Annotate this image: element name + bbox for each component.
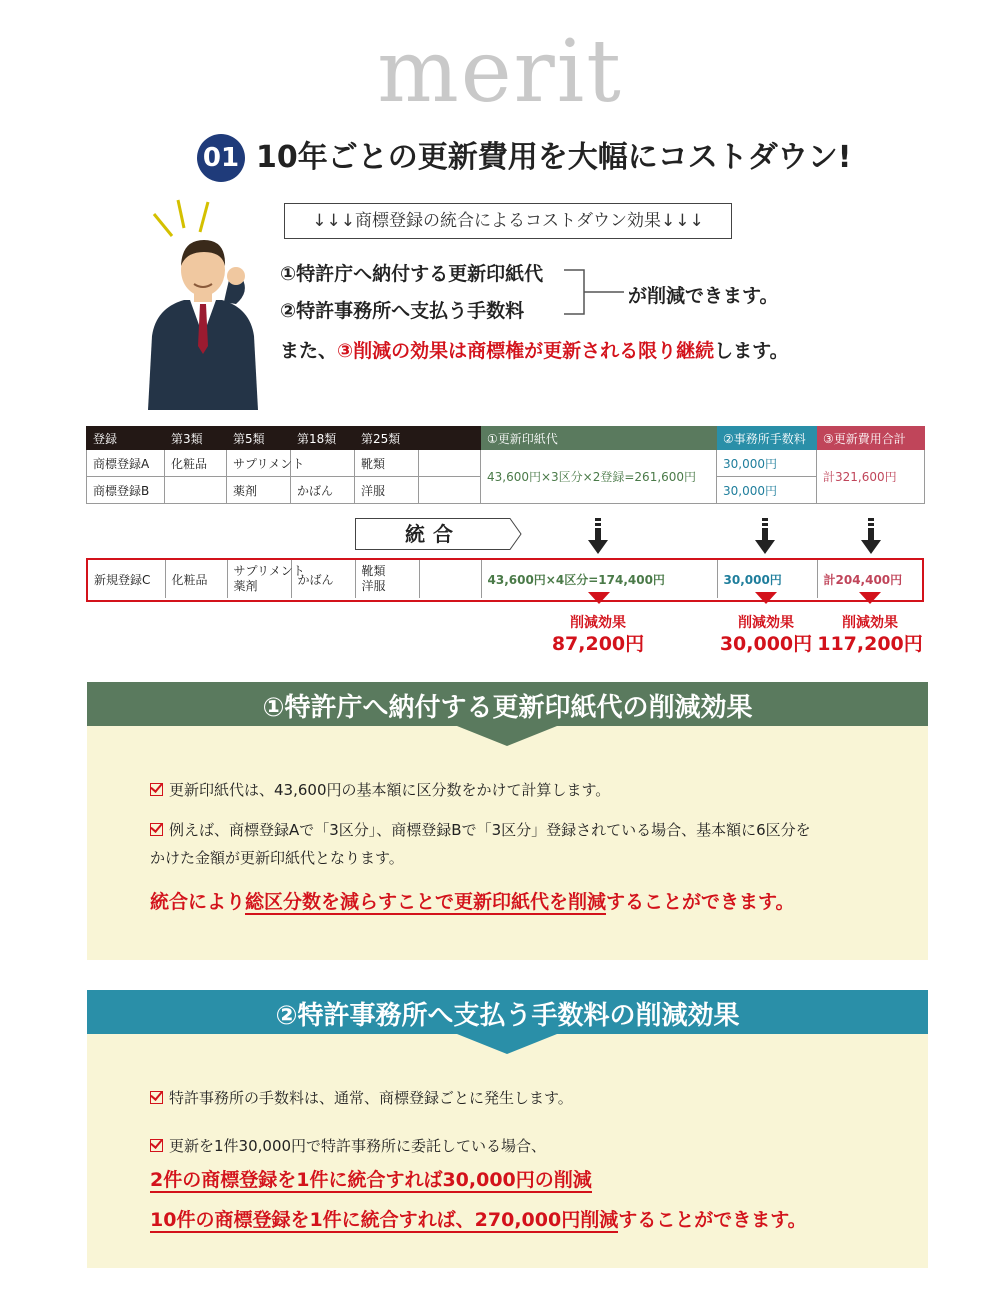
reduce-text: が削減できます。 xyxy=(628,285,779,307)
checkbox-icon xyxy=(150,823,163,836)
table-row xyxy=(88,560,922,598)
emph-text: することができます。 xyxy=(618,1209,807,1231)
note-prefix: また、 xyxy=(280,340,338,362)
header-cell: 第18類 xyxy=(291,427,355,450)
section1-title: ①特許庁へ納付する更新印紙代の削減効果 xyxy=(262,693,753,723)
table-cell: サプリメント xyxy=(227,450,291,477)
item-stamp-fee: ①特許庁へ納付する更新印紙代 xyxy=(280,263,544,285)
down-arrow-icon xyxy=(755,518,775,558)
total-after: 計204,400円 xyxy=(817,560,922,598)
effect-label: 削減効果 xyxy=(738,615,794,631)
header-cell: ①更新印紙代 xyxy=(481,427,717,450)
section1-line1 xyxy=(150,778,610,802)
table-cell xyxy=(419,450,481,477)
table-cell: 化粧品 xyxy=(165,560,227,598)
cell-line: サプリメント xyxy=(233,564,305,578)
red-pointer-icon xyxy=(859,592,881,606)
line-text: 特許事務所の手数料は、通常、商標登録ごとに発生します。 xyxy=(169,1089,573,1107)
merge-label: 統合 xyxy=(355,518,510,550)
effect-label: 削減効果 xyxy=(570,615,626,631)
note-line xyxy=(280,337,789,365)
bracket-lines xyxy=(562,268,626,318)
header-cell: 第25類 xyxy=(355,427,419,450)
table-cell xyxy=(227,560,305,598)
line-text: 更新を1件30,000円で特許事務所に委託している場合、 xyxy=(169,1137,547,1155)
effect-value: 87,200円 xyxy=(551,633,645,655)
table-cell xyxy=(165,477,227,504)
cost-down-effect-box: ↓↓↓商標登録の統合によるコストダウン効果↓↓↓ xyxy=(284,203,732,239)
section1-line2 xyxy=(150,818,811,842)
total-before: 計321,600円 xyxy=(817,450,925,504)
businessman-illustration xyxy=(138,196,278,416)
before-table xyxy=(86,426,925,504)
section2-emphasis1 xyxy=(150,1166,592,1194)
section2-line2 xyxy=(150,1134,546,1158)
cell-line: 洋服 xyxy=(361,579,386,593)
table-cell: 化粧品 xyxy=(165,450,227,477)
header-cell: 第3類 xyxy=(165,427,227,450)
down-arrow-icon xyxy=(588,518,608,558)
line-text: 更新印紙代は、43,600円の基本額に区分数をかけて計算します。 xyxy=(169,781,611,799)
table-cell xyxy=(355,560,419,598)
header-cell xyxy=(419,427,481,450)
table-cell: 洋服 xyxy=(355,477,419,504)
section1-emphasis xyxy=(150,888,795,916)
header-cell: ②事務所手数料 xyxy=(717,427,817,450)
emph-text: することができます。 xyxy=(606,891,795,913)
note-red: ③削減の効果は商標権が更新される限り継続 xyxy=(337,340,715,362)
checkbox-icon xyxy=(150,1091,163,1104)
effect-value: 117,200円 xyxy=(817,633,923,655)
office-fee-after: 30,000円 xyxy=(717,560,817,598)
red-pointer-icon xyxy=(755,592,777,606)
emph-underlined: 10件の商標登録を1件に統合すれば、270,000円削減 xyxy=(150,1209,619,1231)
table-cell: 薬剤 xyxy=(227,477,291,504)
merge-arrow-tip xyxy=(508,518,522,550)
stamp-fee-before: 43,600円×3区分×2登録=261,600円 xyxy=(481,450,717,504)
down-arrow-icon xyxy=(861,518,881,558)
section2-line1 xyxy=(150,1086,573,1110)
table-cell: 靴類 xyxy=(355,450,419,477)
cell-line: 薬剤 xyxy=(233,579,258,593)
header-cell: 登録 xyxy=(87,427,165,450)
merit-title: merit xyxy=(377,22,623,122)
effect-value: 30,000円 xyxy=(719,633,813,655)
after-table xyxy=(88,560,922,598)
section1-line2b: かけた金額が更新印紙代となります。 xyxy=(150,849,404,867)
table-cell xyxy=(419,560,481,598)
section2-title: ②特許事務所へ支払う手数料の削減効果 xyxy=(275,1001,740,1031)
table-cell: かばん xyxy=(291,560,355,598)
red-pointer-icon xyxy=(588,592,610,606)
checkbox-icon xyxy=(150,1139,163,1152)
number-badge: 01 xyxy=(197,134,245,182)
item-office-fee: ②特許事務所へ支払う手数料 xyxy=(280,300,525,322)
emph-text: 統合により xyxy=(150,891,246,913)
section2-emphasis2 xyxy=(150,1206,807,1234)
table-row xyxy=(87,450,925,477)
emph-underlined: 2件の商標登録を1件に統合すれば30,000円の削減 xyxy=(150,1169,592,1191)
header-cell: ③更新費用合計 xyxy=(817,427,925,450)
table-cell xyxy=(419,477,481,504)
headline: 10年ごとの更新費用を大幅にコストダウン! xyxy=(256,140,852,175)
header-cell: 第5類 xyxy=(227,427,291,450)
emph-underlined: 総区分数を減らすことで更新印紙代を削減 xyxy=(245,891,607,913)
stamp-fee-after: 43,600円×4区分=174,400円 xyxy=(481,560,717,598)
office-fee-b: 30,000円 xyxy=(717,477,817,504)
effect-label: 削減効果 xyxy=(842,615,898,631)
table-cell: 商標登録A xyxy=(87,450,165,477)
line-text: 例えば、商標登録Aで「3区分」、商標登録Bで「3区分」登録されている場合、基本額に6区分を xyxy=(169,821,811,839)
note-suffix: します。 xyxy=(714,340,789,362)
table-cell: かばん xyxy=(291,477,355,504)
table-cell: 商標登録B xyxy=(87,477,165,504)
checkbox-icon xyxy=(150,783,163,796)
cell-line: 靴類 xyxy=(361,564,386,578)
office-fee-a: 30,000円 xyxy=(717,450,817,477)
table-header-row xyxy=(87,427,925,450)
table-cell: 新規登録C xyxy=(88,560,165,598)
